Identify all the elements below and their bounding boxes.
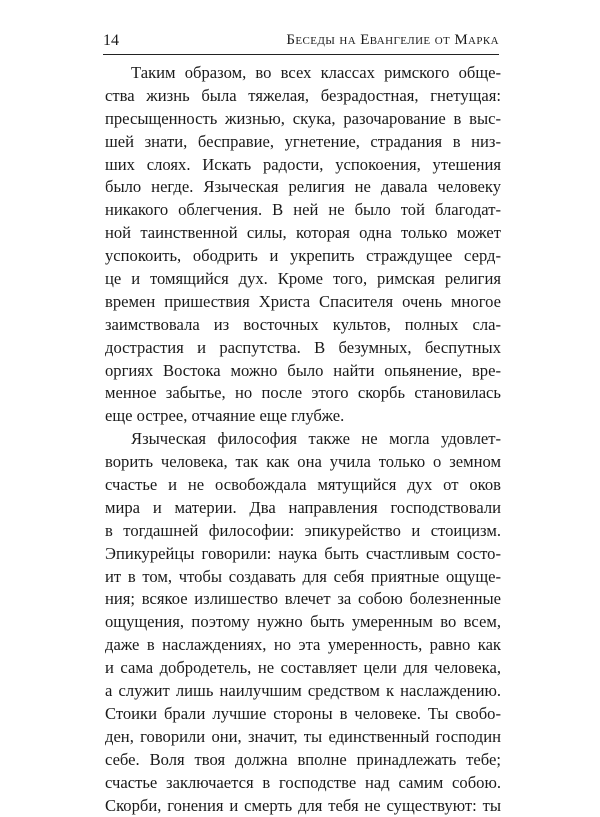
text-line: заимствовала из восточных культов, полных сла-	[105, 314, 501, 337]
page-number: 14	[103, 32, 119, 50]
text-line: даже в наслаждениях, но эта умеренность, равно как	[105, 634, 501, 657]
page-header	[103, 30, 499, 55]
text-line: себе. Воля твоя должна вполне принадлежать тебе;	[105, 749, 501, 772]
text-line: Эпикурейцы говорили: наука быть счастливым состо-	[105, 543, 501, 566]
body-text	[105, 62, 501, 817]
text-line: Таким образом, во всех классах римского обще-	[105, 62, 501, 85]
text-line: ства жизнь была тяжелая, безрадостная, гнетущая:	[105, 85, 501, 108]
text-line: а служит лишь наилучшим средством к наслаждению.	[105, 680, 501, 703]
text-line: мира и материи. Два направления господствовали	[105, 497, 501, 520]
paragraph	[105, 62, 501, 428]
text-line: Стоики брали лучшие стороны в человеке. Ты свобо-	[105, 703, 501, 726]
text-line: было негде. Языческая религия не давала человеку	[105, 176, 501, 199]
text-line: ит в том, чтобы создавать для себя приятные ощуще-	[105, 566, 501, 589]
text-line: в тогдашней философии: эпикурейство и стоицизм.	[105, 520, 501, 543]
running-title: Беседы на Евангелие от Марка	[286, 32, 499, 49]
text-line: ощущения, поэтому нужно быть умеренным во всем,	[105, 611, 501, 634]
text-line: ших слоях. Искать радости, успокоения, утешения	[105, 154, 501, 177]
text-line: оргиях Востока можно было найти опьянение, вре-	[105, 360, 501, 383]
text-line: ния; всякое излишество влечет за собою болезненные	[105, 588, 501, 611]
text-line: счастье и не освобождала мятущийся дух от оков	[105, 474, 501, 497]
text-line: Скорби, гонения и смерть для тебя не существуют: ты	[105, 795, 501, 817]
text-line: пресыщенность жизнью, скука, разочарование в выс-	[105, 108, 501, 131]
text-line: счастье заключается в господстве над самим собою.	[105, 772, 501, 795]
text-line: менное забытье, но после этого скорбь становилась	[105, 382, 501, 405]
text-line: еще острее, отчаяние еще глубже.	[105, 405, 501, 428]
text-line: це и томящийся дух. Кроме того, римская религия	[105, 268, 501, 291]
text-line: никакого облегчения. В ней не было той благодат-	[105, 199, 501, 222]
text-line: Языческая философия также не могла удовлет-	[105, 428, 501, 451]
text-line: шей знати, бесправие, угнетение, страдания в низ-	[105, 131, 501, 154]
text-line: времен пришествия Христа Спасителя очень многое	[105, 291, 501, 314]
text-line: ной таинственной силы, которая одна только может	[105, 222, 501, 245]
text-line: дострастия и распутства. В безумных, беспутных	[105, 337, 501, 360]
text-line: ден, говорили они, значит, ты единственный господин	[105, 726, 501, 749]
paragraph	[105, 428, 501, 817]
text-line: и сама добродетель, не составляет цели для человека,	[105, 657, 501, 680]
text-line: успокоить, ободрить и укрепить страждущее серд-	[105, 245, 501, 268]
text-line: ворить человека, так как она учила только о земном	[105, 451, 501, 474]
